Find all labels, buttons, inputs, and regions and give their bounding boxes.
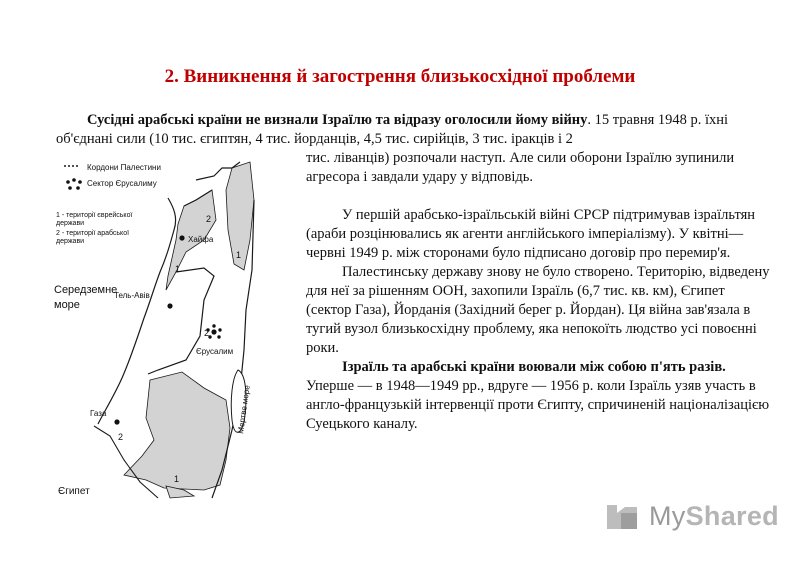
myshared-logo (603, 499, 779, 535)
legend-item2-line2: держави (56, 238, 85, 245)
main-text-column (306, 149, 772, 434)
region-number-1: 1 (174, 474, 180, 484)
sea-label-line1: Середземне (54, 284, 118, 296)
paragraph-4-bold: Ізраїль та арабські країни воювали між собою п'ять разів. (342, 359, 726, 375)
tel-aviv-label: Тель-Авів (114, 291, 150, 300)
region-number-2: 2 (204, 328, 210, 338)
legend-borders-label: Кордони Палестини (87, 163, 161, 172)
egypt-label: Єгипет (58, 486, 90, 497)
legend-item1-line1: 1 - території єврейської (56, 212, 133, 219)
region-number-2: 2 (118, 432, 124, 442)
intro-bold-text: Сусідні арабські країни не визнали Ізраїлю та відразу оголосили йому війну (87, 112, 588, 128)
paragraph-4 (306, 358, 772, 434)
paragraph-4-rest: Уперше — в 1948—1949 рр., вдруге — 1956 р. коли Ізраїль узяв участь в англо-французькій інтервенції проти Єгипту, спричиненій націоналізацією Суецького каналу. (306, 378, 770, 432)
jewish-state-negev (124, 372, 230, 490)
intro-rest-text: . 15 травня 1948 р. їхні об'єднані сили (10 тис. єгиптян, 4 тис. йорданців, 4,5 тис. сирійців, 3 тис. іракців і 2 (56, 112, 729, 147)
logo-text: MyShared (649, 501, 779, 531)
tel-aviv-marker (167, 303, 172, 308)
haifa-marker (179, 235, 184, 240)
region-number-2: 2 (206, 214, 212, 224)
logo-mark-icon (603, 499, 643, 535)
dead-sea-label: Мертве море (236, 384, 252, 435)
gaza-label: Газа (90, 409, 107, 418)
paragraph-3: Палестинську державу знову не було створено. Територію, відведену для неї за рішенням ООН, захопили Ізраїль (6,7 тис. кв. км), Єгипет (сектор Газа), Йорданія (Західний берег р. Йордан). Ця війна зав'язала в тугий вузол близькосхідну проблему, яка непокоїть людство усі повоєнні роки. (306, 264, 770, 356)
region-number-1: 1 (175, 264, 181, 274)
sea-label-line2: море (54, 299, 80, 311)
legend-item1-line2: держави (56, 220, 85, 227)
paragraph-2: У першій арабсько-ізраїльській війні СРСР підтримував ізраїльтян (араби розцінювались як агенти англійського імперіалізму). У квітні—червні 1949 р. між сторонами було підписано договір про перемир'я. (306, 207, 756, 261)
page-title: 2. Виникнення й загострення близькосхідної проблеми (164, 66, 636, 87)
region-number-1: 1 (236, 250, 242, 260)
intro-paragraph (56, 111, 768, 149)
legend-sector-label: Сектор Єрусалиму (87, 179, 157, 188)
gaza-marker (114, 419, 119, 424)
palestine-partition-map (54, 160, 298, 500)
jerusalem-label: Єрусалим (196, 347, 234, 356)
legend-item2-line1: 2 - території арабської (56, 230, 130, 237)
jerusalem-marker (211, 329, 216, 334)
map-legend (56, 163, 161, 245)
haifa-label: Хайфа (188, 235, 214, 244)
sector-legend-symbol (66, 178, 82, 190)
paragraph-1-continuation: тис. ліванців) розпочали наступ. Але сили оборони Ізраїлю зупинили агресора і завдали удару у відповідь. (306, 150, 735, 185)
